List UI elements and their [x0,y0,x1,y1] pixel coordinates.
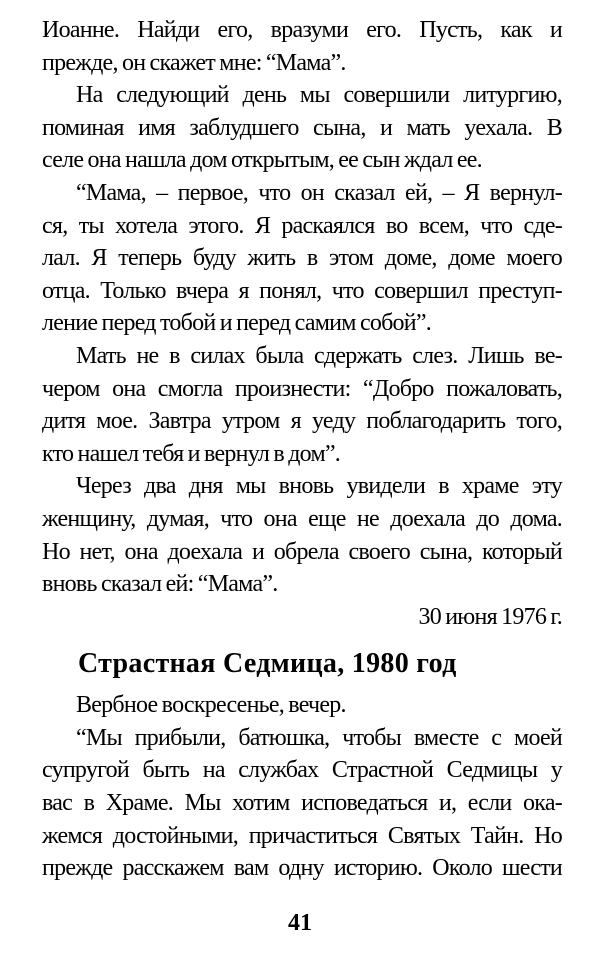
text-line: На следующий день мы совершили литургию, [76,82,562,109]
text-line: дитя мое. Завтра утром я уеду поблагодарить того, [42,408,562,435]
paragraph [42,177,562,340]
text-line: жемся достойными, причаститься Святых Тайн. Но [42,822,562,849]
text-line: селе она нашла дом открытым, ее сын ждал ее. [42,147,482,174]
text-line: поминая имя заблудшего сына, и мать уехала. В [42,114,562,141]
page-body [42,14,562,885]
page-number: 41 [288,910,312,936]
paragraph [42,79,562,177]
text-line: кто нашел тебя и вернул в дом”. [42,440,341,467]
text-line: Через два дня мы вновь увидели в храме эту [76,473,562,500]
paragraph [42,340,562,470]
text-line: отца. Только вчера я понял, что совершил преступ- [42,277,562,304]
section-title: Страстная Седмица, 1980 год [78,648,457,680]
text-line: Мать не в силах была сдержать слез. Лишь ве- [76,342,562,369]
text-line: “Мама, – первое, что он сказал ей, – Я вернул- [76,179,562,206]
text-line: вас в Храме. Мы хотим исповедаться и, если ока- [42,790,562,817]
text-line: супругой быть на службах Страстной Седмицы у [42,757,562,784]
text-line: вновь сказал ей: “Мама”. [42,571,278,598]
paragraph [42,470,562,600]
text-line: женщину, думая, что она еще не доехала до дома. [42,505,562,532]
paragraph [42,14,562,79]
paragraph [42,689,562,722]
text-line: “Мы прибыли, батюшка, чтобы вместе с моей [76,724,562,751]
text-line: Но нет, она доехала и обрела своего сына, который [42,538,562,565]
text-line: прежде расскажем вам одну историю. Около шести [42,855,562,882]
paragraph [42,722,562,885]
text-line: лал. Я теперь буду жить в этом доме, доме моего [42,245,562,272]
text-line: чером она смогла произнести: “Добро пожаловать, [42,375,562,402]
text-line: Вербное воскресенье, вечер. [76,692,346,719]
text-line: ся, ты хотела этого. Я раскаялся во всем, что сде- [42,212,562,239]
date-line: 30 июня 1976 г. [418,603,562,630]
text-line: прежде, он скажет мне: “Мама”. [42,49,346,76]
text-line: ление перед тобой и перед самим собой”. [42,310,432,337]
text-line: Иоанне. Найди его, вразуми его. Пусть, как и [42,17,562,43]
